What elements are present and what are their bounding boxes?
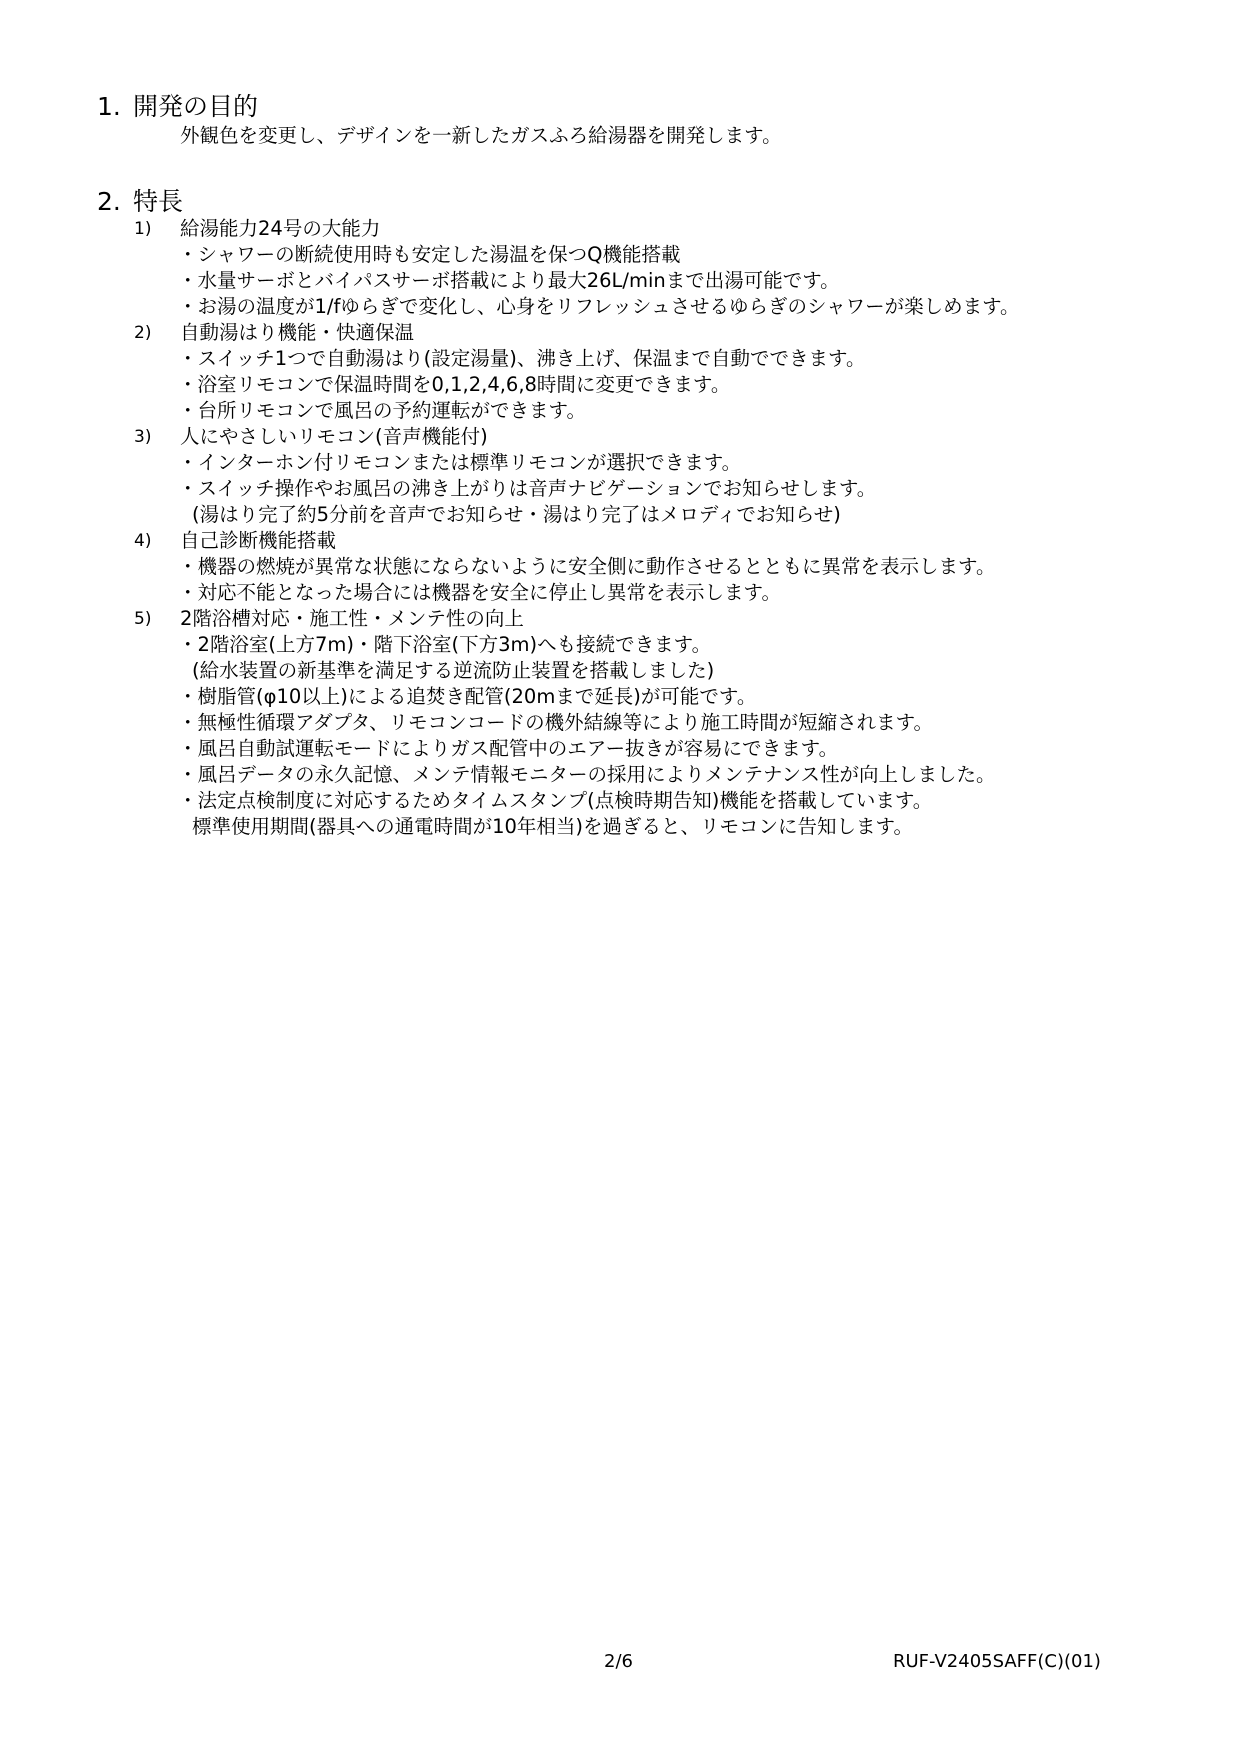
- section-1-title: 開発の目的: [133, 92, 259, 121]
- page-number: 2/6: [604, 1651, 633, 1672]
- feature-heading: [0, 216, 1240, 242]
- feature-number: 1): [134, 219, 152, 239]
- feature-title: 自己診断機能搭載: [180, 529, 337, 552]
- feature-bullet: ・無極性循環アダプタ、リモコンコードの機外結線等により施工時間が短縮されます。: [178, 711, 934, 734]
- feature-item: [0, 320, 1240, 424]
- feature-item: [0, 216, 1240, 320]
- feature-title: 給湯能力24号の大能力: [180, 217, 381, 240]
- section-2-number: 2.: [97, 187, 121, 216]
- feature-heading: [0, 320, 1240, 346]
- feature-note: 標準使用期間(器具への通電時間が10年相当)を過ぎると、リモコンに告知します。: [192, 815, 913, 838]
- feature-heading: [0, 424, 1240, 450]
- feature-bullet: ・風呂自動試運転モードによりガス配管中のエアー抜きが容易にできます。: [178, 737, 839, 760]
- feature-number: 2): [134, 323, 152, 343]
- feature-bullet: ・浴室リモコンで保温時間を0,1,2,4,6,8時間に変更できます。: [178, 373, 731, 396]
- feature-item: [0, 528, 1240, 606]
- feature-heading: [0, 528, 1240, 554]
- feature-title: 自動湯はり機能・快適保温: [180, 321, 415, 344]
- feature-item: [0, 606, 1240, 840]
- feature-bullet: ・風呂データの永久記憶、メンテ情報モニターの採用によりメンテナンス性が向上しました。: [178, 763, 996, 786]
- feature-title: 人にやさしいリモコン(音声機能付): [180, 425, 488, 448]
- feature-bullet: ・スイッチ操作やお風呂の沸き上がりは音声ナビゲーションでお知らせします。: [178, 477, 877, 500]
- feature-bullet: ・法定点検制度に対応するためタイムスタンプ(点検時期告知)機能を搭載しています。: [178, 789, 933, 812]
- feature-bullet: ・スイッチ1つで自動湯はり(設定湯量)、沸き上げ、保温まで自動でできます。: [178, 347, 866, 370]
- feature-number: 4): [134, 531, 152, 551]
- feature-bullet: ・シャワーの断続使用時も安定した湯温を保つQ機能搭載: [178, 243, 681, 266]
- section-2-title: 特長: [133, 187, 184, 216]
- features-list: [0, 216, 1240, 840]
- feature-number: 3): [134, 427, 152, 447]
- section-1-text: 外観色を変更し、デザインを一新したガスふろ給湯器を開発します。: [180, 124, 782, 147]
- feature-title: 2階浴槽対応・施工性・メンテ性の向上: [180, 607, 524, 630]
- feature-bullet: ・お湯の温度が1/fゆらぎで変化し、心身をリフレッシュさせるゆらぎのシャワーが楽しめます。: [178, 295, 1020, 318]
- feature-heading: [0, 606, 1240, 632]
- feature-note: (給水装置の新基準を満足する逆流防止装置を搭載しました): [192, 659, 715, 682]
- feature-bullet: ・樹脂管(φ10以上)による追焚き配管(20mまで延長)が可能です。: [178, 685, 757, 708]
- feature-bullet: ・対応不能となった場合には機器を安全に停止し異常を表示します。: [178, 581, 781, 604]
- feature-number: 5): [134, 609, 152, 629]
- feature-bullet: ・インターホン付リモコンまたは標準リモコンが選択できます。: [178, 451, 742, 474]
- feature-item: [0, 424, 1240, 528]
- feature-bullet: ・台所リモコンで風呂の予約運転ができます。: [178, 399, 586, 422]
- feature-bullet: ・機器の燃焼が異常な状態にならないように安全側に動作させるとともに異常を表示します。: [178, 555, 996, 578]
- section-1-number: 1.: [97, 92, 121, 121]
- feature-bullet: ・水量サーボとバイパスサーボ搭載により最大26L/minまで出湯可能です。: [178, 269, 840, 292]
- document-code: RUF-V2405SAFF(C)(01): [893, 1651, 1101, 1672]
- feature-bullet: ・2階浴室(上方7m)・階下浴室(下方3m)へも接続できます。: [178, 633, 712, 656]
- section-2-heading: [97, 187, 183, 217]
- feature-note: (湯はり完了約5分前を音声でお知らせ・湯はり完了はメロディでお知らせ): [192, 503, 841, 526]
- section-1-heading: [97, 92, 258, 122]
